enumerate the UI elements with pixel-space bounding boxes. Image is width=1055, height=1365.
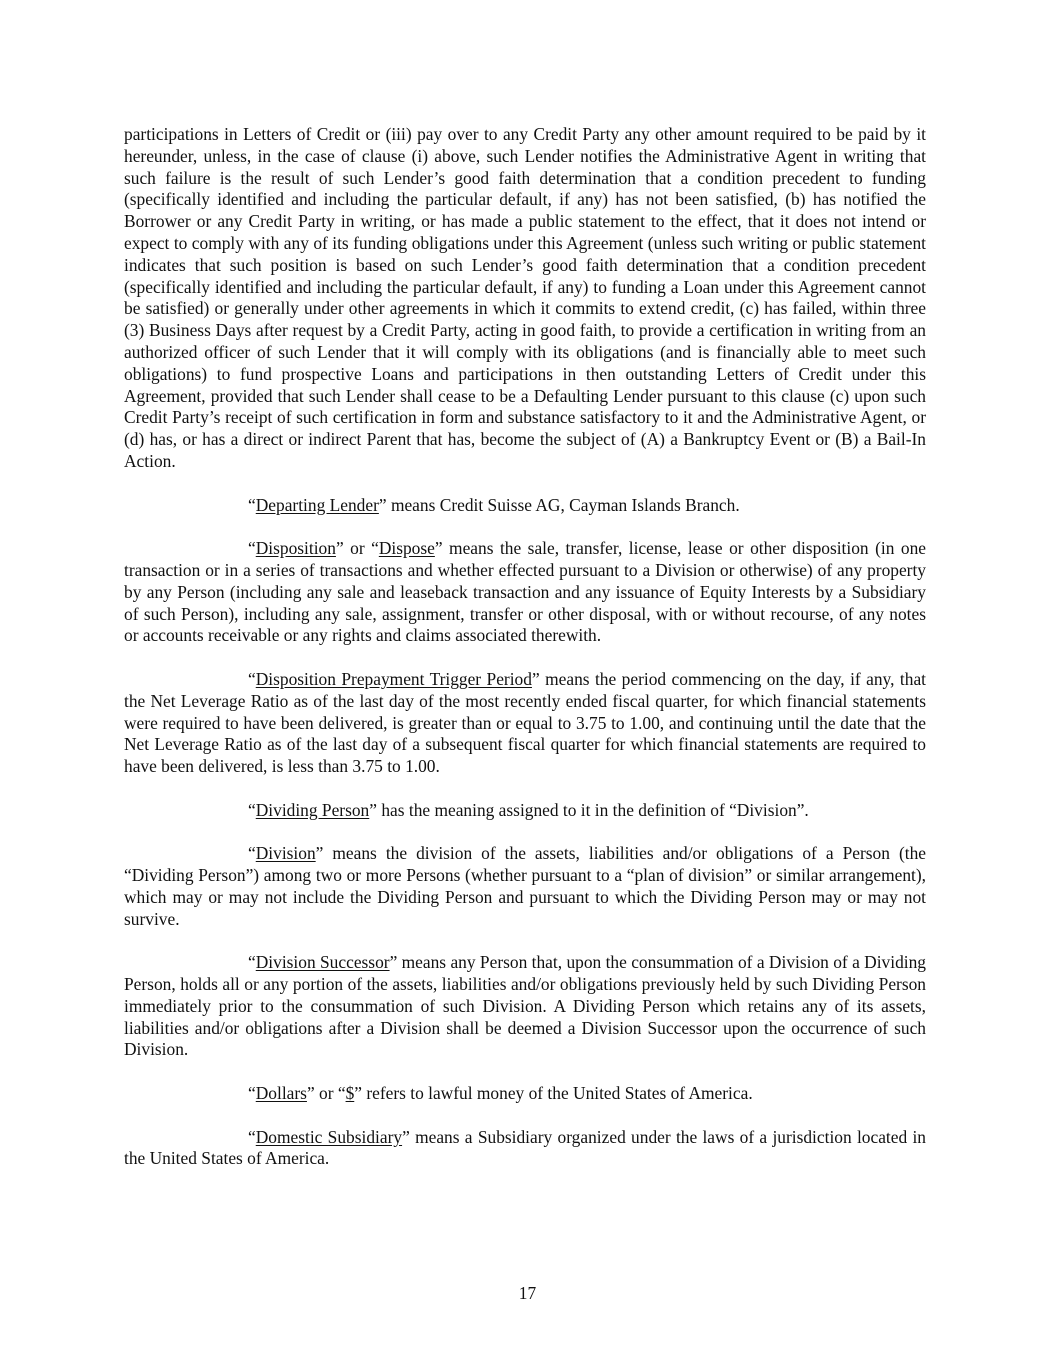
defined-term: Division [255, 843, 316, 864]
defined-term: Dispose [378, 538, 435, 559]
page-number: 17 [518, 1283, 537, 1303]
definition-domestic-subsidiary: “Domestic Subsidiary” means a Subsidiary organized under the laws of a jurisdiction located in the United States of America. [124, 1126, 926, 1169]
defined-term: Dividing Person [255, 799, 370, 820]
defined-term: Disposition [255, 538, 336, 559]
definition-dividing-person: “Dividing Person” has the meaning assigned to it in the definition of “Division”. [248, 799, 809, 820]
definition-division: “Division” means the division of the assets, liabilities and/or obligations of a Person (the “Dividing Person”) among two or more Persons (whether pursuant to a “plan of division” or similar arrangement), which may or may not include the Dividing Person and pursuant to which the Dividing Person may or may not survive. [124, 843, 926, 929]
definition-disposition: “Disposition” or “Dispose” means the sale, transfer, license, lease or other disposition (in one transaction or in a series of transactions and whether effected pursuant to a Division or otherwise) of any property by any Person (including any sale and leaseback transaction and any issuance of Equity Interests by a Subsidiary of such Person), including any sale, assignment, transfer or other disposal, with or without recourse, of any notes or accounts receivable or any rights and claims associated therewith. [124, 538, 926, 646]
definition-departing-lender: “Departing Lender” means Credit Suisse AG, Cayman Islands Branch. [248, 494, 740, 515]
defined-term: $ [345, 1083, 355, 1104]
document-body [124, 124, 926, 1170]
continuation-paragraph: participations in Letters of Credit or (iii) pay over to any Credit Party any other amount required to be paid by it hereunder, unless, in the case of clause (i) above, such Lender notifies the Administrative Agent in writing that such failure is the result of such Lender’s good faith determination that a condition precedent to funding (specifically identified and including the particular default, if any) has not been satisfied, (b) has notified the Borrower or any Credit Party in writing, or has made a public statement to the effect, that it does not intend or expect to comply with any of its funding obligations under this Agreement (unless such writing or public statement indicates that such position is based on such Lender’s good faith determination that a condition precedent (specifically identified and including the particular default, if any) to funding a Loan under this Agreement cannot be satisfied) or generally under other agreements in which it commits to extend credit, (c) has failed, within three (3) Business Days after request by a Credit Party, acting in good faith, to provide a certification in writing from an authorized officer of such Lender that it will comply with its obligations (and is financially able to meet such obligations) to fund prospective Loans and participations in then outstanding Letters of Credit under this Agreement, provided that such Lender shall cease to be a Defaulting Lender pursuant to this clause (c) upon such Credit Party’s receipt of such certification in form and substance satisfactory to it and the Administrative Agent, or (d) has, or has a direct or indirect Parent that has, become the subject of (A) a Bankruptcy Event or (B) a Bail-In Action. [124, 124, 926, 471]
defined-term: Division Successor [255, 952, 390, 973]
definition-dollars: “Dollars” or “$” refers to lawful money of the United States of America. [248, 1083, 753, 1104]
definition-division-successor: “Division Successor” means any Person that, upon the consummation of a Division of a Dividing Person, holds all or any portion of the assets, liabilities and/or obligations previously held by such Dividing Person immediately prior to the consummation of such Division. A Dividing Person which retains any of its assets, liabilities and/or obligations after a Division shall be deemed a Division Successor upon the occurrence of such Division. [124, 952, 926, 1060]
defined-term: Domestic Subsidiary [255, 1126, 403, 1147]
defined-term: Dollars [255, 1083, 307, 1104]
defined-term: Disposition Prepayment Trigger Period [255, 668, 532, 689]
definition-disposition-prepayment-trigger-period: “Disposition Prepayment Trigger Period” means the period commencing on the day, if any, that the Net Leverage Ratio as of the last day of the most recently ended fiscal quarter, for which financial statements were required to have been delivered, is greater than or equal to 3.75 to 1.00, and continuing until the date that the Net Leverage Ratio as of the last day of a subsequent fiscal quarter for which financial statements are required to have been delivered, is less than 3.75 to 1.00. [124, 668, 926, 777]
defined-term: Departing Lender [255, 494, 379, 515]
